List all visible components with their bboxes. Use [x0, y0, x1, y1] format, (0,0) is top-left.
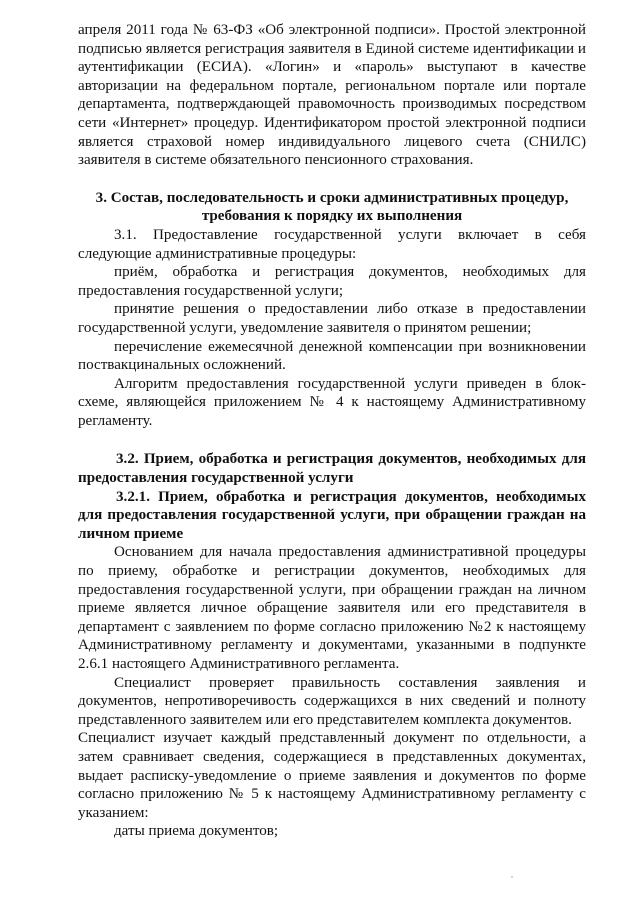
procedure-item-decision: принятие решения о предоставлении либо отказе в предоставлении государственной услуги, уведомление заявителя о принятом решении;: [78, 301, 586, 336]
section-3-2-1-heading: 3.2.1. Прием, обработка и регистрация документов, необходимых для предоставления государственной услуги, при обращении граждан на личном приеме: [78, 488, 586, 542]
specialist-check-paragraph: Специалист проверяет правильность составления заявления и документов, непротиворечивость содержащихся в них сведений и полноту представленного заявителем или его представителем комплекта документов.: [78, 674, 586, 728]
basis-paragraph: Основанием для начала предоставления административной процедуры по приему, обработке и регистрации документов, необходимых для предоставления государственной услуги, при обращении граждан на личном приеме является личное обращение заявителя или его представителя в департамент с заявлением по форме согласно приложению №2 к настоящему Административному регламенту и документами, указанными в подпункте 2.6.1 настоящего Административного регламента.: [78, 544, 586, 672]
section-3-heading: 3. Состав, последовательность и сроки административных процедур, требования к порядку их выполнения: [95, 189, 569, 225]
algorithm-paragraph: Алгоритм предоставления государственной услуги приведен в блок-схеме, являющейся приложением № 4 к настоящему Административному регламенту.: [78, 375, 586, 429]
electronic-signature-paragraph: апреля 2011 года № 63-ФЗ «Об электронной подписи». Простой электронной подписью является регистрация заявителя в Единой системе идентификации и аутентификации (ЕСИА). «Логин» и «пароль» выступают в качестве авторизации на федеральном портале, региональном портале или портале департамента, подтверждающей правомочность производимых посредством сети «Интернет» процедур. Идентификатором простой электронной подписи является страховой номер индивидуального лицевого счета (СНИЛС) заявителя в системе обязательного пенсионного страхования.: [78, 22, 586, 169]
specialist-study-paragraph: Специалист изучает каждый представленный документ по отдельности, а затем сравнивает сведения, содержащиеся в представленных документах, выдает расписку-уведомление о приеме заявления и документов по форме согласно приложению № 5 к настоящему Административному регламенту с указанием:: [78, 730, 586, 821]
scan-speck: [511, 876, 513, 878]
receipt-date-item: даты приема документов;: [114, 823, 279, 840]
procedure-item-compensation: перечисление ежемесячной денежной компенсации при возникновении поствакцинальных осложнений.: [78, 338, 586, 374]
document-body: [78, 21, 586, 841]
clause-3-1-paragraph: 3.1. Предоставление государственной услуги включает в себя следующие административные процедуры:: [78, 226, 586, 262]
section-3-2-heading: 3.2. Прием, обработка и регистрация документов, необходимых для предоставления государственной услуги: [78, 451, 586, 487]
procedure-item-reception: приём, обработка и регистрация документов, необходимых для предоставления государственной услуги;: [78, 264, 586, 299]
